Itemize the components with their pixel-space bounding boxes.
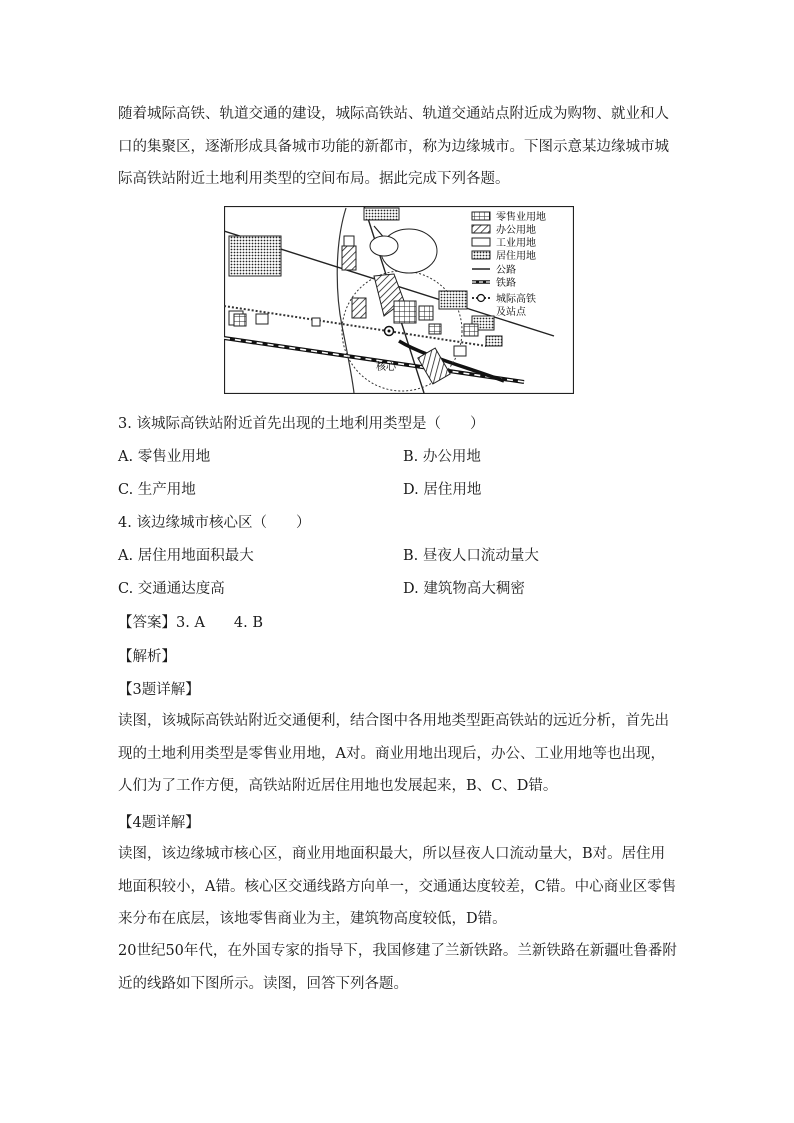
- answer-line: 【答案】3. A 4. B: [118, 615, 264, 631]
- q4-option-a: A. 居住用地面积最大: [118, 548, 254, 564]
- q4-detail-label: 【4题详解】: [118, 815, 200, 831]
- land-use-map-figure: [224, 206, 574, 394]
- legend-industrial: 工业用地: [496, 238, 536, 249]
- legend-road: 公路: [496, 265, 516, 276]
- legend-retail: 零售业用地: [496, 212, 546, 223]
- q3-option-c: C. 生产用地: [118, 482, 196, 498]
- analysis-label: 【解析】: [118, 649, 176, 665]
- land-use-map: [224, 206, 574, 394]
- q4-stem: 4. 该边缘城市核心区（ ）: [118, 515, 311, 531]
- intro-paragraph: 随着城际高铁、轨道交通的建设，城际高铁站、轨道交通站点附近成为购物、就业和人口的集聚区，逐渐形成具备城市功能的新都市，称为边缘城市。下图示意某边缘城市城际高铁站附近土地利用类型的空间布局。据此完成下列各题。: [118, 106, 669, 187]
- q3-option-b: B. 办公用地: [403, 449, 481, 465]
- q4-option-c: C. 交通通达度高: [118, 581, 225, 597]
- legend-railway: 铁路: [496, 278, 516, 289]
- q3-option-d: D. 居住用地: [403, 482, 482, 498]
- q4-option-d: D. 建筑物高大稠密: [403, 581, 525, 597]
- q3-stem: 3. 该城际高铁站附近首先出现的土地利用类型是（ ）: [118, 416, 485, 432]
- q4-option-b: B. 昼夜人口流动量大: [403, 548, 539, 564]
- q4-detail: 读图，该边缘城市核心区，商业用地面积最大，所以昼夜人口流动量大，B对。居住用地面积较小，A错。核心区交通线路方向单一，交通通达度较差，C错。中心商业区零售来分布在底层，该地零售商业为主，建筑物高度较低，D错。: [118, 846, 677, 927]
- q3-detail: 读图，该城际高铁站附近交通便利，结合图中各用地类型距高铁站的远近分析，首先出现的土地利用类型是零售业用地，A对。商业用地出现后，办公、工业用地等也出现，人们为了工作方便，高铁站附近居住用地也发展起来，B、C、D错。: [118, 713, 669, 794]
- legend-hsr: 城际高铁: [496, 294, 536, 305]
- q3-option-a: A. 零售业用地: [118, 449, 211, 465]
- next-intro-paragraph: 20世纪50年代，在外国专家的指导下，我国修建了兰新铁路。兰新铁路在新疆吐鲁番附近的线路如下图所示。读图，回答下列各题。: [118, 943, 677, 992]
- q3-detail-label: 【3题详解】: [118, 682, 200, 698]
- legend-hsr-station: 及站点: [496, 307, 526, 318]
- legend-office: 办公用地: [496, 225, 536, 236]
- core-label: 核心: [376, 362, 396, 373]
- legend-residential: 居住用地: [496, 251, 536, 262]
